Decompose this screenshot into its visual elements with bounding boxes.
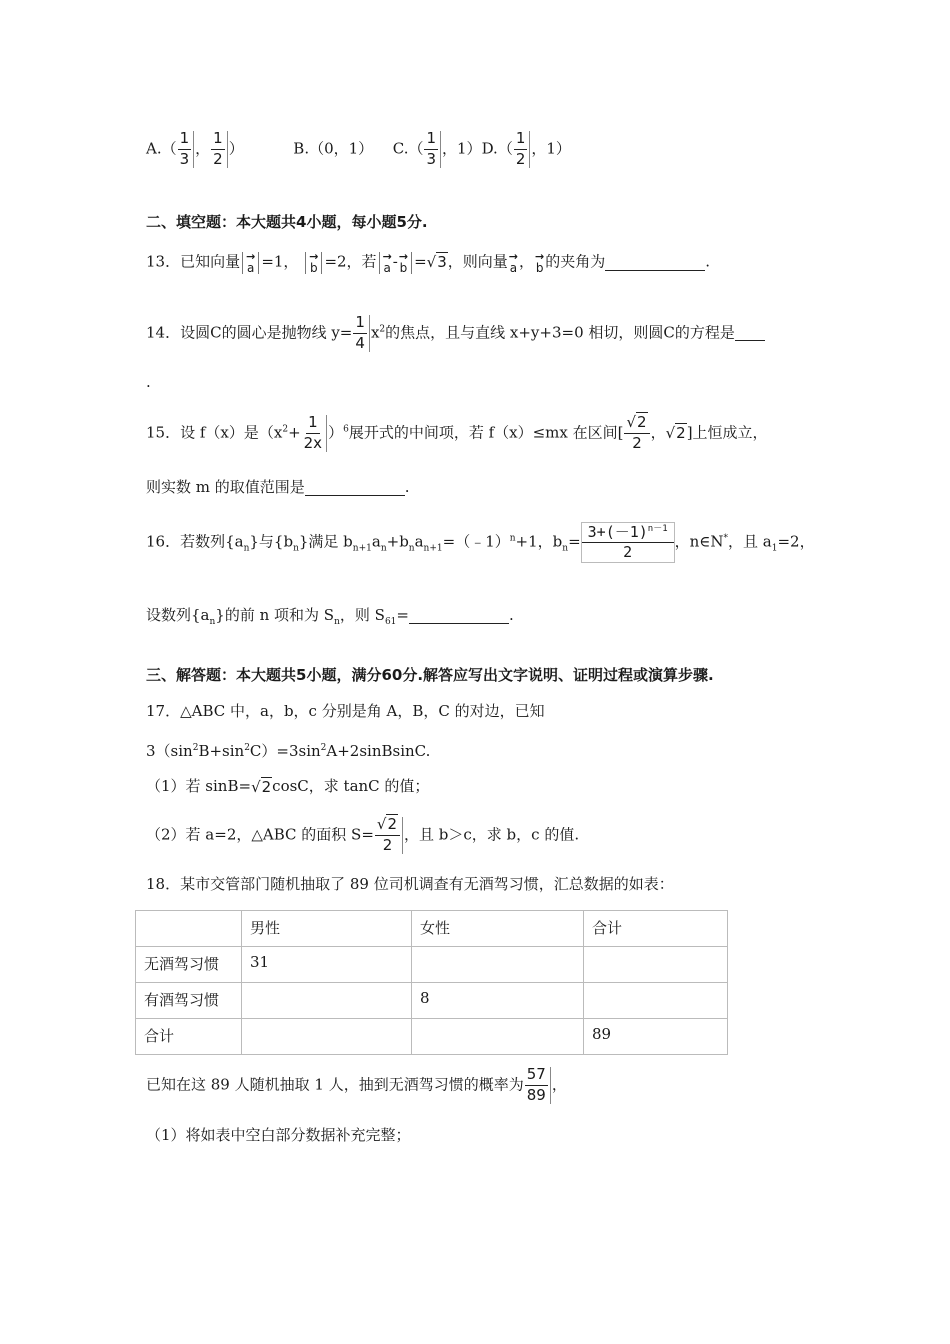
answer-blank[interactable]	[605, 255, 705, 271]
table-cell: 男性	[242, 911, 412, 947]
q14-dot: .	[146, 373, 151, 391]
fraction-sqrt2-over-2: $\frac{√2}{2}$	[375, 817, 403, 854]
fraction: $\frac{1}{2}$	[211, 131, 228, 168]
question-13: 13．已知向量 → a =1， → b =2，若 → a - → b =√3，则向量 → a ， → b 的夹角为 .	[146, 250, 711, 275]
fraction: $\frac{1}{3}$	[424, 131, 441, 168]
q17-part1: （1）若 sinB=√2cosC，求 tanC 的值；	[146, 777, 430, 796]
fraction: $\frac{1}{2x}$	[302, 415, 327, 452]
sqrt-2: √2	[665, 423, 686, 442]
vector-a: → a	[382, 250, 392, 275]
table-cell	[242, 1019, 412, 1055]
table-cell: 合计	[584, 911, 728, 947]
table-cell	[412, 947, 584, 983]
question-17: 17．△ABC 中，a，b，c 分别是角 A，B，C 的对边，已知	[146, 702, 545, 720]
table-cell	[136, 911, 242, 947]
table-row	[136, 947, 728, 983]
question-15: 15．设 f（x）是（$x^2+$ $\frac{1}{2x}$ ）$^6$展开式的中间项，若 f（x）≤mx 在区间[ $\frac{√2}{2}$ ，√2]上恒成立，	[146, 413, 768, 453]
vector-a: → a	[246, 250, 256, 275]
question-14: 14．设圆C的圆心是抛物线 y= $\frac{1}{4}$ $x^2$的焦点，且与直线 x+y+3=0 相切，则圆C的方程是	[146, 315, 765, 352]
q12-options: A.（ $\frac{1}{3}$ ， $\frac{1}{2}$ ） B.（0，1） C.（ $\frac{1}{3}$ ，1）D.（ $\frac{1}{2}$ ，1）	[146, 129, 571, 168]
table-cell: 8	[412, 983, 584, 1019]
option-b: B.（0，1）	[293, 139, 374, 158]
table-cell	[584, 983, 728, 1019]
vector-b: → b	[309, 250, 319, 275]
fraction: $\frac{1}{2}$	[514, 131, 531, 168]
question-16: 16．若数列$\{a_n\}$与$\{b_n\}$满足 $b_{n+1}a_n+b_na_{n+1}=(﹣1)^n+1$，$b_n=$ $\frac{3+(-1)^{n-1}}{2}$ ，n∈N*，且 $a_1=2$，	[146, 523, 815, 561]
q17-part2: （2）若 a=2，△ABC 的面积 S= $\frac{√2}{2}$ ，且 b＞c，求 b，c 的值.	[146, 815, 580, 855]
table-cell	[412, 1019, 584, 1055]
fraction-bn: $\frac{3+(-1)^{n-1}}{2}$	[581, 522, 675, 563]
sqrt-3: √3	[426, 253, 447, 271]
q17-condition: $3(\sin^2B+\sin^2C)=3\sin^2A+2sinBsinC$.	[146, 742, 431, 760]
table-cell	[584, 947, 728, 983]
vector-a: → a	[508, 250, 518, 275]
sqrt-2: √2	[251, 777, 272, 796]
table-row	[136, 911, 728, 947]
fraction: $\frac{1}{4}$	[353, 315, 370, 352]
table-cell	[242, 983, 412, 1019]
fraction-sqrt2-over-2: $\frac{√2}{2}$	[624, 415, 649, 452]
table-cell: 合计	[136, 1019, 242, 1055]
option-d: D.（	[481, 139, 513, 158]
section2-title: 二、填空题：本大题共4小题，每小题5分.	[146, 213, 428, 231]
vector-b: → b	[535, 250, 545, 275]
q15-line2: 则实数 m 的取值范围是 .	[146, 478, 410, 496]
table-cell: 89	[584, 1019, 728, 1055]
answer-blank[interactable]	[735, 325, 765, 341]
q18-probability: 已知在这 89 人随机抽取 1 人，抽到无酒驾习惯的概率为 $\frac{57}{89}$ ，	[146, 1065, 567, 1104]
answer-blank[interactable]	[305, 480, 405, 496]
table-cell: 女性	[412, 911, 584, 947]
table-row	[136, 983, 728, 1019]
table-cell: 有酒驾习惯	[136, 983, 242, 1019]
vector-b: → b	[398, 250, 409, 275]
answer-blank[interactable]	[409, 608, 509, 624]
fraction: $\frac{1}{3}$	[178, 131, 195, 168]
q18-part1: （1）将如表中空白部分数据补充完整；	[146, 1126, 411, 1144]
question-18: 18．某市交管部门随机抽取了 89 位司机调查有无酒驾习惯，汇总数据的如表：	[146, 875, 674, 893]
table-cell: 31	[242, 947, 412, 983]
q16-line2: 设数列$\{a_n\}$的前 n 项和为 $S_n$，则 $S_{61}=$ .	[146, 606, 514, 627]
fraction-57-over-89: $\frac{57}{89}$	[525, 1067, 551, 1104]
table-row	[136, 1019, 728, 1055]
data-table	[135, 910, 728, 1055]
table-cell: 无酒驾习惯	[136, 947, 242, 983]
section3-title: 三、解答题：本大题共5小题，满分60分.解答应写出文字说明、证明过程或演算步骤.	[146, 666, 714, 684]
